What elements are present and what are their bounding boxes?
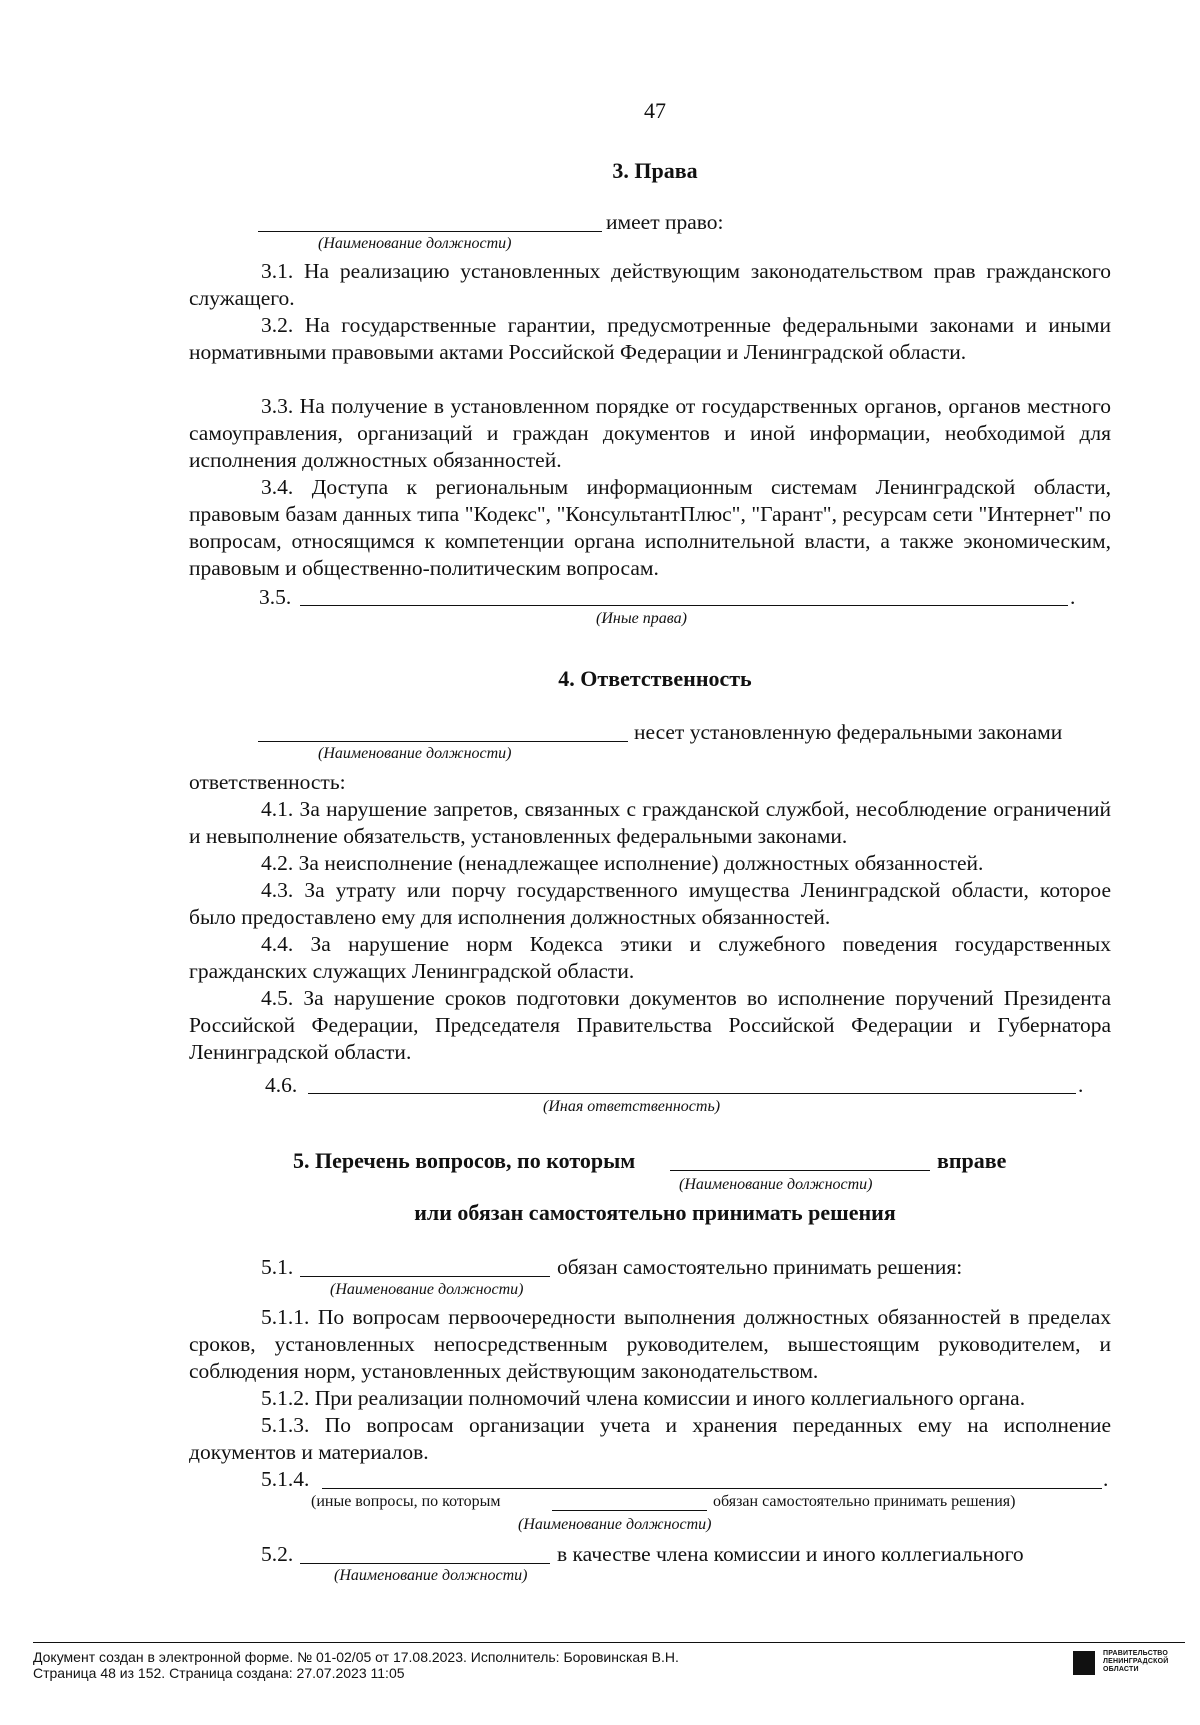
blank-line (258, 741, 628, 742)
footer-line-2: Страница 48 из 152. Страница создана: 27.07.2023 11:05 (33, 1665, 405, 1681)
paragraph-3-2: 3.2. На государственные гарантии, предусмотренные федеральными законами и иными нормативными правовыми актами Российской Федерации и Ленинградской области. (189, 313, 1111, 364)
blank-line (322, 1488, 1102, 1489)
paragraph-3-3: 3.3. На получение в установленном порядке от государственных органов, органов местного самоуправления, организаций и граждан документов и иной информации, необходимой для исполнения должностных обязанностей. (189, 394, 1111, 472)
section-4-heading: 4. Ответственность (558, 666, 752, 691)
paragraph-3-1: 3.1. На реализацию установленных действующим законодательством прав гражданского служащего. (189, 259, 1111, 310)
position-caption: (Наименование должности) (334, 1567, 528, 1584)
blank-line (670, 1170, 930, 1171)
paragraph-4-2: 4.2. За неисполнение (ненадлежащее исполнение) должностных обязанностей. (261, 851, 984, 875)
blank-line (552, 1510, 707, 1511)
position-caption: (Наименование должности) (330, 1281, 524, 1298)
paragraph-end-dot: . (1103, 1467, 1109, 1491)
section-5-heading-line2: или обязан самостоятельно принимать решения (414, 1200, 896, 1225)
paragraph-5-1-1: 5.1.1. По вопросам первоочередности выполнения должностных обязанностей в пределах сроков, установленных непосредственным руководителем, вышестоящим руководителем, и соблюдения норм, установленных действующим законодательством. (189, 1305, 1111, 1383)
paragraph-4-6-number: 4.6. (265, 1073, 298, 1097)
section-5-heading-right: вправе (937, 1148, 1007, 1173)
position-caption: (Наименование должности) (318, 745, 512, 762)
paragraph-5-2-text: в качестве члена комиссии и иного коллегиального (557, 1542, 1024, 1566)
section-3-lead: имеет право: (606, 210, 724, 234)
position-caption: (Наименование должности) (318, 235, 512, 252)
other-rights-caption: (Иные права) (596, 610, 687, 627)
section-3-heading: 3. Права (612, 158, 698, 183)
paragraph-5-1-text: обязан самостоятельно принимать решения: (557, 1255, 963, 1279)
footer-line-1: Документ создан в электронной форме. № 01-02/05 от 17.08.2023. Исполнитель: Боровинская В.Н. (33, 1649, 679, 1665)
paragraph-3-5-number: 3.5. (259, 585, 292, 609)
paragraph-4-1: 4.1. За нарушение запретов, связанных с гражданской службой, несоблюдение ограничений и невыполнение обязательств, установленных федеральными законами. (189, 797, 1111, 848)
footer-rule (33, 1642, 1185, 1643)
other-responsibility-caption: (Иная ответственность) (543, 1098, 721, 1115)
paragraph-3-4: 3.4. Доступа к региональным информационным системам Ленинградской области, правовым базам данных типа "Кодекс", "КонсультантПлюс", "Гарант", ресурсам сети "Интернет" по вопросам, относящимся к компетенции органа исполнительной власти, а также экономическим, правовым и общественно-политическим вопросам. (189, 475, 1111, 580)
page-number: 47 (644, 98, 666, 123)
blank-line (300, 605, 1068, 606)
section-5-heading-left: 5. Перечень вопросов, по которым (293, 1148, 636, 1173)
paragraph-4-3: 4.3. За утрату или порчу государственного имущества Ленинградской области, которое было предоставлено ему для исполнения должностных обязанностей. (189, 878, 1111, 929)
blank-line (300, 1276, 550, 1277)
paragraph-4-5: 4.5. За нарушение сроков подготовки документов во исполнение поручений Президента Российской Федерации, Председателя Правительства Российской Федерации и Губернатора Ленинградской области. (189, 986, 1111, 1064)
government-emblem-icon (1073, 1651, 1095, 1675)
blank-line (308, 1093, 1076, 1094)
blank-line (258, 231, 602, 232)
other-questions-caption-right: обязан самостоятельно принимать решения) (713, 1493, 1016, 1510)
paragraph-5-1-3: 5.1.3. По вопросам организации учета и хранения переданных ему на исполнение документов и материалов. (189, 1413, 1111, 1464)
paragraph-5-1-number: 5.1. (261, 1255, 294, 1279)
position-caption: (Наименование должности) (679, 1176, 873, 1193)
paragraph-4-4: 4.4. За нарушение норм Кодекса этики и служебного поведения государственных гражданских служащих Ленинградской области. (189, 932, 1111, 983)
paragraph-5-1-2: 5.1.2. При реализации полномочий члена комиссии и иного коллегиального органа. (261, 1386, 1026, 1410)
paragraph-5-2-number: 5.2. (261, 1542, 294, 1566)
paragraph-5-1-4-number: 5.1.4. (261, 1467, 310, 1491)
paragraph-end-dot: . (1070, 585, 1076, 609)
blank-line (300, 1563, 550, 1564)
position-caption: (Наименование должности) (518, 1516, 712, 1533)
government-logo-text: ПРАВИТЕЛЬСТВО ЛЕНИНГРАДСКОЙ ОБЛАСТИ (1103, 1650, 1169, 1673)
other-questions-caption-left: (иные вопросы, по которым (311, 1493, 501, 1510)
paragraph-end-dot: . (1078, 1073, 1084, 1097)
section-4-lead: несет установленную федеральными законами (634, 720, 1063, 744)
section-4-lead-continuation: ответственность: (189, 770, 346, 794)
